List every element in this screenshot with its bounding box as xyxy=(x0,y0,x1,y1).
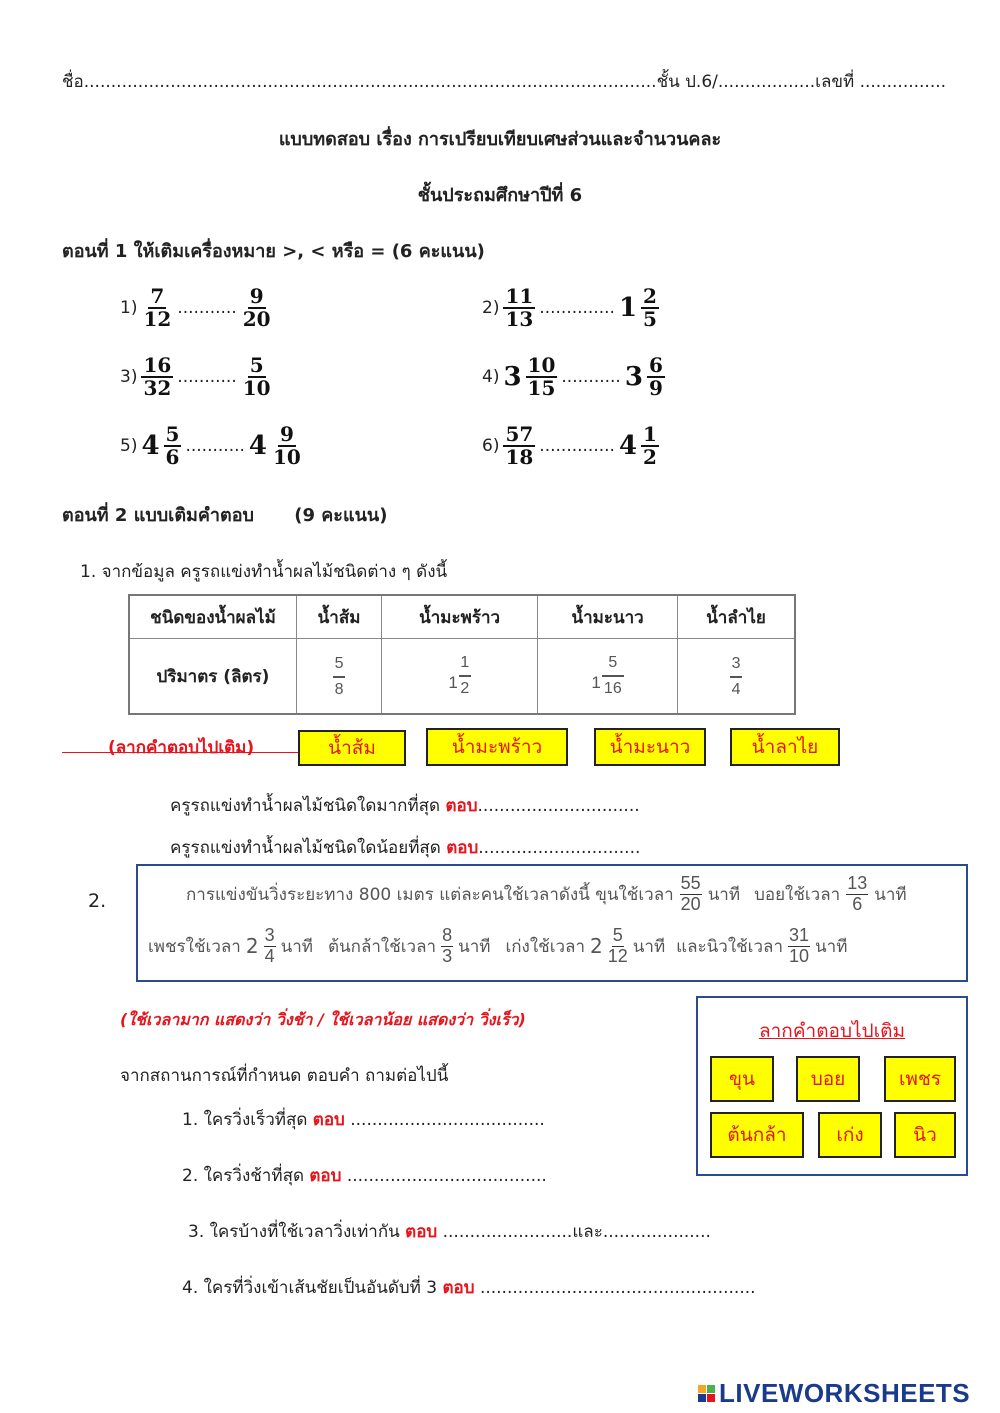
item-number: 1) xyxy=(120,298,138,318)
table-cell: 1 5 16 xyxy=(538,639,678,715)
fraction-b: $\frac{6}{9}$ xyxy=(648,353,663,400)
minute-label: นาที xyxy=(632,936,666,957)
minute-label: นาที xyxy=(458,936,491,957)
answer-blank[interactable]: .............................. xyxy=(477,796,640,816)
q2-drag-title: ลากคำตอบไปเติม xyxy=(759,1020,905,1042)
choice-longan-juice[interactable]: น้ำลาไย xyxy=(730,728,840,766)
answer-blank[interactable]: ........... xyxy=(177,367,237,387)
boy-text: บอยใช้เวลา xyxy=(754,884,841,905)
drag-label: (ลากคำตอบไปเติม) xyxy=(108,738,255,758)
q2-question-4 xyxy=(182,1274,756,1301)
q1-prompt: 1. จากข้อมูล ครูรถแข่งทำน้ำผลไม้ชนิดต่าง ๆ ดังนี้ xyxy=(80,562,448,582)
question-text: 4. ใครที่วิ่งเข้าเส้นชัยเป็นอันดับที่ 3 xyxy=(182,1278,438,1298)
answer-blank[interactable]: .............. xyxy=(539,436,615,456)
q2-question-2 xyxy=(182,1162,547,1189)
logo-icon xyxy=(698,1385,715,1402)
keng-text: เก่งใช้เวลา xyxy=(505,936,586,957)
compare-item-6 xyxy=(482,424,659,468)
answer-blank[interactable]: ........................และ.................... xyxy=(442,1222,711,1242)
q2-hint: (ใช้เวลามาก แสดงว่า วิ่งช้า / ใช้เวลาน้อย แสดงว่า วิ่งเร็ว) xyxy=(120,1010,526,1029)
whole-a: 4 xyxy=(141,431,160,461)
minute-label: นาที xyxy=(280,936,313,957)
answer-blank[interactable]: ........... xyxy=(185,436,245,456)
whole-b: 4 xyxy=(248,431,268,461)
choice-coconut-juice[interactable]: น้ำมะพร้าว xyxy=(426,728,568,766)
answer-blank[interactable]: ..................................... xyxy=(346,1166,547,1186)
whole-b: 3 xyxy=(624,362,643,392)
tonkla-text: ต้นกล้าใช้เวลา xyxy=(327,936,437,957)
whole-b: 1 xyxy=(618,293,638,323)
q2-line1-text: การแข่งขันวิ่งระยะทาง 800 เมตร แต่ละคนใช้เวลาดังนี้ ขุนใช้เวลา xyxy=(186,884,674,905)
q2-line1: การแข่งขันวิ่งระยะทาง 800 เมตร แต่ละคนใช้เวลาดังนี้ ขุนใช้เวลา 55 20 นาที บอยใช้เวลา 13 6 นาที xyxy=(186,873,907,914)
compare-item-5 xyxy=(120,424,303,468)
answer-word: ตอบ xyxy=(309,1166,342,1186)
name-line xyxy=(62,68,962,95)
fraction-a: $\frac{11}{13}$ xyxy=(505,284,534,331)
table-header: น้ำมะนาว xyxy=(538,595,678,639)
answer-blank[interactable]: ................................................... xyxy=(479,1278,756,1298)
answer-blank[interactable]: ........... xyxy=(177,298,237,318)
page-subtitle: ชั้นประถมศึกษาปีที่ 6 xyxy=(417,185,583,206)
answer-blank[interactable]: .................................... xyxy=(350,1110,545,1130)
q1-most-text: ครูรถแข่งทำน้ำผลไม้ชนิดใดมากที่สุด xyxy=(170,796,441,816)
table-header: น้ำลำไย xyxy=(678,595,795,639)
part2-score: (9 คะแนน) xyxy=(294,505,388,526)
compare-item-2 xyxy=(482,286,659,330)
table-header: น้ำมะพร้าว xyxy=(382,595,538,639)
whole-a: 3 xyxy=(503,362,522,392)
table-header: ชนิดของน้ำผลไม้ xyxy=(129,595,297,639)
item-number: 4) xyxy=(482,367,500,387)
q2-scenario-box xyxy=(136,864,968,982)
question-text: 2. ใครวิ่งช้าที่สุด xyxy=(182,1166,304,1186)
fraction-b: $\frac{9}{10}$ xyxy=(273,422,301,469)
class-label: ชั้น ป.6/..................เลขที่ ................ xyxy=(656,72,947,92)
answer-word: ตอบ xyxy=(405,1222,438,1242)
item-number: 6) xyxy=(482,436,500,456)
q2-question-1 xyxy=(182,1106,545,1133)
answer-blank[interactable]: ........... xyxy=(561,367,621,387)
part2-heading xyxy=(62,500,387,529)
q1-least-text: ครูรถแข่งทำน้ำผลไม้ชนิดใดน้อยที่สุด xyxy=(170,838,441,858)
fraction-b: $\frac{5}{10}$ xyxy=(242,353,271,400)
fraction-a: $\frac{7}{12}$ xyxy=(143,284,172,331)
answer-word: ตอบ xyxy=(312,1110,345,1130)
fraction-a: $\frac{5}{6}$ xyxy=(165,422,180,469)
answer-word: ตอบ xyxy=(445,796,478,816)
fraction-a: $\frac{16}{32}$ xyxy=(143,353,172,400)
q1-most xyxy=(170,792,640,819)
item-number: 2) xyxy=(482,298,500,318)
fraction-a: $\frac{10}{15}$ xyxy=(527,353,556,400)
whole-b: 4 xyxy=(618,431,638,461)
fraction-b: $\frac{1}{2}$ xyxy=(643,422,657,469)
liveworksheets-logo xyxy=(698,1378,970,1409)
q2-lead: จากสถานการณ์ที่กำหนด ตอบคำ ถามต่อไปนี้ xyxy=(120,1066,449,1086)
juice-table xyxy=(128,594,796,715)
table-header: น้ำส้ม xyxy=(297,595,382,639)
logo-text: LIVEWORKSHEETS xyxy=(719,1378,971,1408)
answer-blank[interactable]: .............................. xyxy=(478,838,641,858)
fraction-b: $\frac{9}{20}$ xyxy=(242,284,271,331)
row-label: ปริมาตร (ลิตร) xyxy=(129,639,297,715)
choice-lime-juice[interactable]: น้ำมะนาว xyxy=(594,728,706,766)
question-text: 1. ใครวิ่งเร็วที่สุด xyxy=(182,1110,308,1130)
fraction-b: $\frac{2}{5}$ xyxy=(643,284,657,331)
choice-boy[interactable]: บอย xyxy=(796,1056,860,1102)
choice-keng[interactable]: เก่ง xyxy=(818,1112,882,1158)
q2-line2: เพชรใช้เวลา 2 3 4 นาที ต้นกล้าใช้เวลา 8 3 นาที เก่งใช้เวลา 2 5 12 นาที และนิวใช้เวลา 31 10 นาที xyxy=(148,925,848,966)
table-cell: $\frac{3}{4}$ xyxy=(678,639,795,715)
q2-question-3 xyxy=(188,1218,711,1245)
answer-word: ตอบ xyxy=(442,1278,475,1298)
compare-item-1 xyxy=(120,286,273,330)
choice-orange-juice[interactable]: น้ำส้ม xyxy=(298,730,406,766)
minute-label: นาที xyxy=(815,936,848,957)
item-number: 5) xyxy=(120,436,138,456)
answer-blank[interactable]: .............. xyxy=(539,298,615,318)
table-cell: $\frac{5}{8}$ xyxy=(297,639,382,715)
q1-least xyxy=(170,834,640,861)
item-number: 3) xyxy=(120,367,138,387)
part2-heading-text: ตอนที่ 2 แบบเติมคำตอบ xyxy=(62,505,254,526)
q2-number: 2. xyxy=(88,890,107,912)
fraction-a: $\frac{57}{18}$ xyxy=(505,422,534,469)
choice-khun[interactable]: ขุน xyxy=(710,1056,774,1102)
page-title: แบบทดสอบ เรื่อง การเปรียบเทียบเศษส่วนและจำนวนคละ xyxy=(278,129,722,150)
phet-text: เพชรใช้เวลา xyxy=(148,936,241,957)
choice-phet[interactable]: เพชร xyxy=(884,1056,956,1102)
minute-label: นาที xyxy=(707,884,741,905)
choice-niw[interactable]: นิว xyxy=(894,1112,956,1158)
part1-heading: ตอนที่ 1 ให้เติมเครื่องหมาย >, < หรือ = (6 คะแนน) xyxy=(62,241,485,262)
compare-item-3 xyxy=(120,355,273,399)
compare-item-4 xyxy=(482,355,665,399)
answer-word: ตอบ xyxy=(446,838,479,858)
niw-text: และนิวใช้เวลา xyxy=(676,936,784,957)
choice-tonkla[interactable]: ต้นกล้า xyxy=(710,1112,804,1158)
question-text: 3. ใครบ้างที่ใช้เวลาวิ่งเท่ากัน xyxy=(188,1222,400,1242)
name-label: ชื่อ.......................................................................................................... xyxy=(62,72,657,92)
minute-label: นาที xyxy=(874,884,907,905)
table-cell: 1 1 2 xyxy=(382,639,538,715)
